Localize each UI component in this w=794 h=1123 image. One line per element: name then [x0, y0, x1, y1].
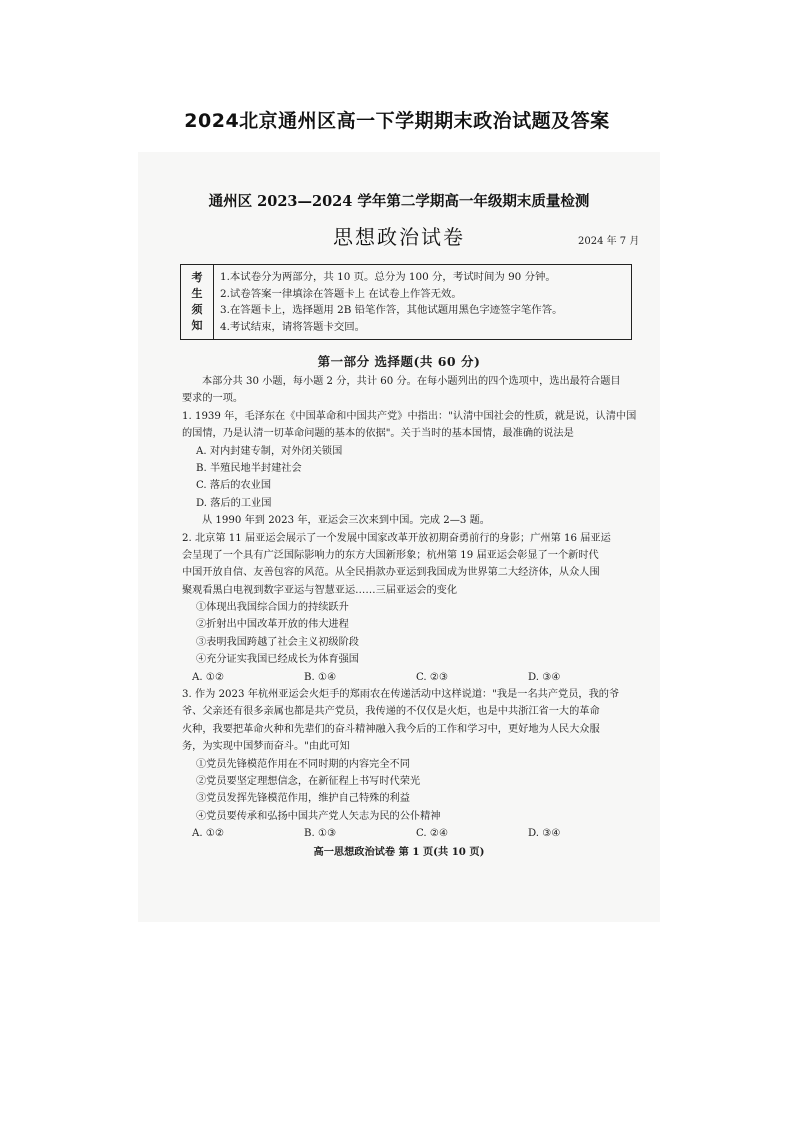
- questions-content: [182, 373, 642, 843]
- notice-label-char: 考: [191, 271, 203, 284]
- question-2-stem: 2. 北京第 11 届亚运会展示了一个发展中国家改革开放初期奋勇前行的身影；广州第 16 届亚运: [182, 532, 611, 544]
- question-3-item: ③党员发挥先锋模范作用，维护自己特殊的利益: [196, 793, 410, 805]
- notice-item: 2.试卷答案一律填涂在答题卡上 在试卷上作答无效。: [220, 287, 462, 300]
- page-footer: 高一思想政治试卷 第 1 页(共 10 页): [313, 846, 485, 858]
- section-title: 第一部分 选择题(共 60 分): [317, 354, 481, 369]
- question-3-item: ④党员要传承和弘扬中国共产党人矢志为民的公仆精神: [196, 810, 441, 822]
- question-3-item: ①党员先锋模范作用在不同时期的内容完全不同: [196, 758, 410, 770]
- question-1-stem: 1. 1939 年，毛泽东在《中国革命和中国共产党》中指出："认清中国社会的性质，就是说，认清中国: [182, 410, 637, 422]
- question-3-option-c: C. ②④: [416, 828, 449, 840]
- notice-label-char: 须: [191, 303, 203, 316]
- question-1-stem: 的国情，乃是认清一切革命问题的基本的依据"。关于当时的基本国情，最准确的说法是: [182, 428, 574, 440]
- notice-label: [181, 265, 214, 339]
- question-2-option-b: B. ①④: [304, 671, 337, 683]
- question-1-option-d: D. 落后的工业国: [196, 497, 272, 509]
- question-3-stem: 3. 作为 2023 年杭州亚运会火炬手的郑雨农在传递活动中这样说道："我是一名共产党员，我的爷: [182, 689, 620, 701]
- question-2-option-d: D. ③④: [528, 671, 561, 683]
- section-intro-line: 要求的一项。: [182, 393, 244, 405]
- question-1-option-c: C. 落后的农业国: [196, 480, 272, 492]
- question-2-item: ④充分证实我国已经成长为体育强国: [196, 654, 359, 666]
- exam-notice-box: [180, 264, 632, 340]
- exam-subject: 思想政治试卷: [333, 225, 465, 249]
- document-title: 2024北京通州区高一下学期期末政治试题及答案: [184, 110, 610, 132]
- exam-date: 2024 年 7 月: [578, 236, 640, 247]
- question-3-stem: 务，为实现中国梦而奋斗。"由此可知: [182, 741, 350, 753]
- question-2-option-a: A. ①②: [192, 671, 225, 683]
- question-3-option-b: B. ①③: [304, 828, 337, 840]
- question-2-stem: 聚观看黑白电视到数字亚运与智慧亚运……三届亚运会的变化: [182, 584, 458, 596]
- question-3-stem: 爷、父亲还有很多亲属也都是共产党员，我传递的不仅仅是火炬，也是中共浙江省一大的革命: [182, 706, 600, 718]
- question-2-item: ③表明我国跨越了社会主义初级阶段: [196, 636, 359, 648]
- question-3-stem: 火种，我要把革命火种和先辈们的奋斗精神融入我今后的工作和学习中，更好地为人民大众服: [182, 723, 600, 735]
- notice-label-char: 生: [191, 287, 203, 300]
- question-3-option-a: A. ①②: [192, 828, 225, 840]
- notice-item: 4.考试结束，请将答题卡交回。: [220, 320, 365, 333]
- question-3-options: [182, 825, 642, 842]
- notice-item: 1.本试卷分为两部分，共 10 页。总分为 100 分，考试时间为 90 分钟。: [220, 271, 556, 283]
- question-2-stem: 中国开放自信、友善包容的风范。从全民捐款办亚运到我国成为世界第二大经济体，从众人围: [182, 567, 600, 579]
- question-2-option-c: C. ②③: [416, 671, 449, 683]
- question-group-intro: 从 1990 年到 2023 年，亚运会三次来到中国。完成 2—3 题。: [202, 515, 490, 527]
- scanned-exam-page: [138, 152, 660, 922]
- question-2-options: [182, 669, 642, 686]
- notice-label-char: 知: [191, 319, 203, 332]
- question-3-item: ②党员要坚定理想信念，在新征程上书写时代荣光: [196, 775, 421, 787]
- exam-header: 通州区 2023—2024 学年第二学期高一年级期末质量检测: [208, 193, 590, 210]
- question-2-stem: 会呈现了一个具有广泛国际影响力的东方大国新形象；杭州第 19 届亚运会彰显了一个新时代: [182, 549, 599, 561]
- notice-item: 3.在答题卡上，选择题用 2B 铅笔作答，其他试题用黑色字迹签字笔作答。: [220, 304, 563, 316]
- notice-items: [214, 265, 631, 339]
- question-3-option-d: D. ③④: [528, 828, 561, 840]
- question-2-item: ②折射出中国改革开放的伟大进程: [196, 619, 349, 631]
- question-1-option-a: A. 对内封建专制，对外闭关锁国: [196, 445, 343, 457]
- question-2-item: ①体现出我国综合国力的持续跃升: [196, 602, 349, 614]
- section-intro-line: 本部分共 30 小题，每小题 2 分，共计 60 分。在每小题列出的四个选项中，选出最符合题目: [202, 376, 621, 387]
- question-1-option-b: B. 半殖民地半封建社会: [196, 462, 302, 474]
